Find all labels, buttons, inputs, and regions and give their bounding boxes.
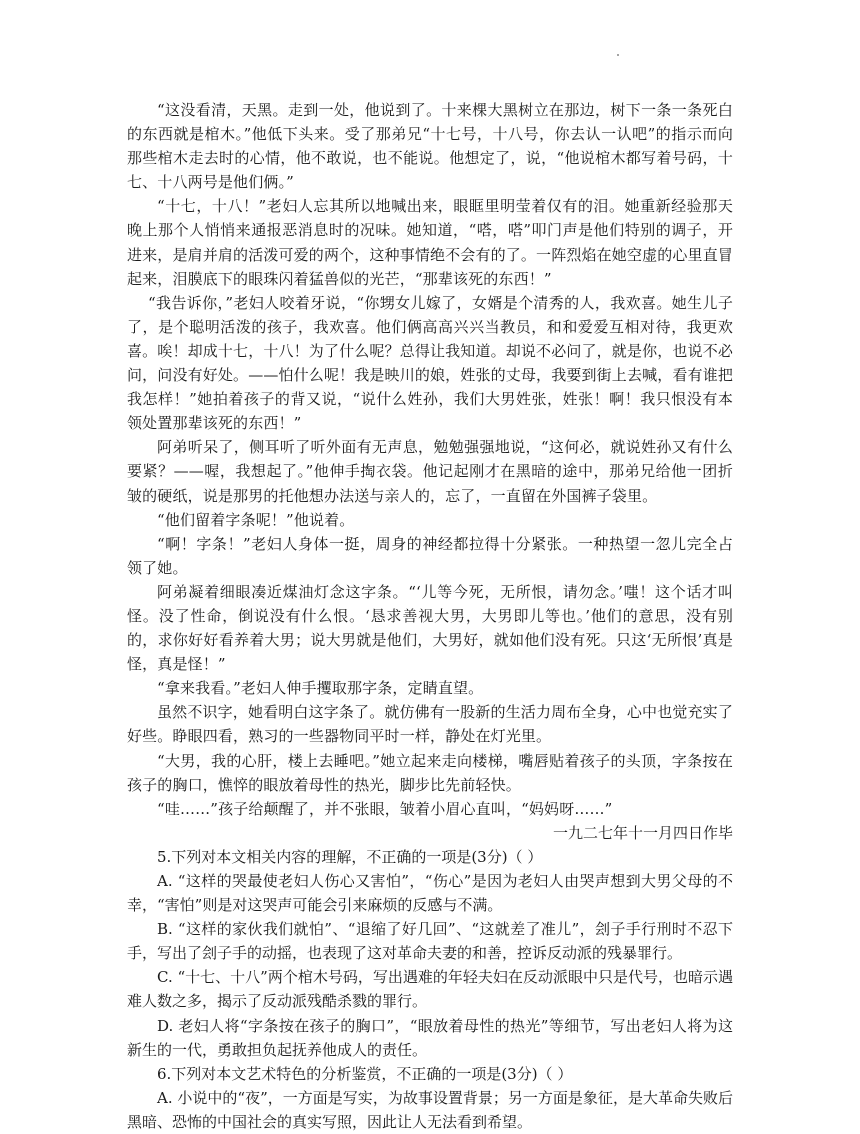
story-paragraph-2: “十七，十八！”老妇人忘其所以地喊出来，眼眶里明莹着仅有的泪。她重新经验那天晚上那个人悄悄来通报恶消息时的况味。她知道，“嗒，嗒”叩门声是他们特别的调子，开进来，是肩并肩的活泼可爱的两个，这种事情绝不会有的了。一阵烈焰在她空虚的心里直冒起来，泪膜底下的眼珠闪着猛兽似的光芒，“那辈该死的东西！” [127,197,734,288]
question-5-stem: 5.下列对本文相关内容的理解，不正确的一项是(3分)（ ） [157,847,543,866]
story-paragraph-1: “这没看清，天黑。走到一处，他说到了。十来棵大黑树立在那边，树下一条一条死白的东西就是棺木。”他低下头来。受了那弟兄“十七号，十八号，你去认一认吧”的指示而向那些棺木走去时的心情，他不敢说，也不能说。他想定了，说，“他说棺木都写着号码，十七、十八两号是他们俩。” [127,101,733,192]
question-5-option-b: B. “这样的家伙我们就怕”、“退缩了好几回”、“这就差了准儿”，刽子手行刑时不忍下手，写出了刽子手的动摇，也表现了这对革命夫妻的和善，控诉反动派的残暴罪行。 [127,920,733,963]
question-5 [127,845,733,1062]
story-paragraph-5: “他们留着字条呢！”他说着。 [157,510,355,529]
question-6-option-a: A. 小说中的“夜”，一方面是写实，为故事设置背景；另一方面是象征，是大革命失败后黑暗、恐怖的中国社会的真实写照，因此让人无法看到希望。 [127,1088,733,1131]
story-paragraph-11: “哇……”孩子给颠醒了，并不张眼，皱着小眉心直叫，“妈妈呀……” [157,799,613,818]
question-5-option-a: A. “这样的哭最使老妇人伤心又害怕”，“伤心”是因为老妇人由哭声想到大男父母的不幸，“害怕”则是对这哭声可能会引来麻烦的反感与不满。 [127,872,733,915]
story-paragraph-7: 阿弟凝着细眼凑近煤油灯念这字条。“‘儿等今死，无所恨，请勿念。’嗤！这个话才叫怪。没了性命，倒说没有什么恨。‘恳求善视大男，大男即儿等也。’他们的意思，没有别的，求你好好看养着大男；说大男就是他们，大男好，就如他们没有死。只这‘无所恨’真是怪，真是怪！” [127,582,733,674]
story-paragraph-4: 阿弟听呆了，侧耳听了听外面有无声息，勉勉强强地说，“这何必，就说姓孙又有什么要紧？——喔，我想起了。”他伸手掏衣袋。他记起刚才在黑暗的途中，那弟兄给他一团折皱的硬纸，说是那男的托他想办法送与亲人的，忘了，一直留在外国裤子袋里。 [127,438,733,505]
story-paragraph-10: “大男，我的心肝，楼上去睡吧。”她立起来走向楼梯，嘴唇贴着孩子的头顶，字条按在孩子的胸口，憔悴的眼放着母性的热光，脚步比先前轻快。 [127,751,733,794]
document-page [127,98,733,1134]
story-paragraph-3: “我告诉你，”老妇人咬着牙说，“你甥女儿嫁了，女婿是个清秀的人，我欢喜。她生儿子了，是个聪明活泼的孩子，我欢喜。他们俩高高兴兴当教员，和和爱爱互相对待，我更欢喜。唉！却成十七，十八！为了什么呢？总得让我知道。却说不必问了，就是你，也说不必问，问没有好处。——怕什么呢！我是映川的娘，姓张的丈母，我要到街上去喊，看有谁把我怎样！”她拍着孩子的背又说，“说什么姓孙，我们大男姓张，姓张！啊！我只恨没有本领处置那辈该死的东西！” [127,293,734,433]
date-signature: 一九二七年十一月四日作毕 [552,823,733,842]
story-paragraph-9: 虽然不识字，她看明白这字条了。就仿佛有一股新的生活力周布全身，心中也觉充实了好些。睁眼四看，熟习的一些器物同平时一样，静处在灯光里。 [127,703,733,746]
page-marker-dot [617,54,619,56]
story-paragraph-8: “拿来我看。”老妇人伸手攫取那字条，定睛直望。 [157,679,484,698]
question-6 [127,1062,733,1134]
question-5-option-d: D. 老妇人将“字条按在孩子的胸口”，“眼放着母性的热光”等细节，写出老妇人将为这新生的一代，勇敢担负起抚养他成人的责任。 [127,1016,733,1059]
question-5-option-c: C. “十七、十八”两个棺木号码，写出遇难的年轻夫妇在反动派眼中只是代号，也暗示遇难人数之多，揭示了反动派残酷杀戮的罪行。 [127,968,733,1011]
question-6-stem: 6.下列对本文艺术特色的分析鉴赏，不正确的一项是(3分)（ ） [157,1064,573,1083]
story-paragraph-6: “啊！字条！”老妇人身体一挺，周身的神经都拉得十分紧张。一种热望一忽儿完全占领了她。 [127,534,733,577]
